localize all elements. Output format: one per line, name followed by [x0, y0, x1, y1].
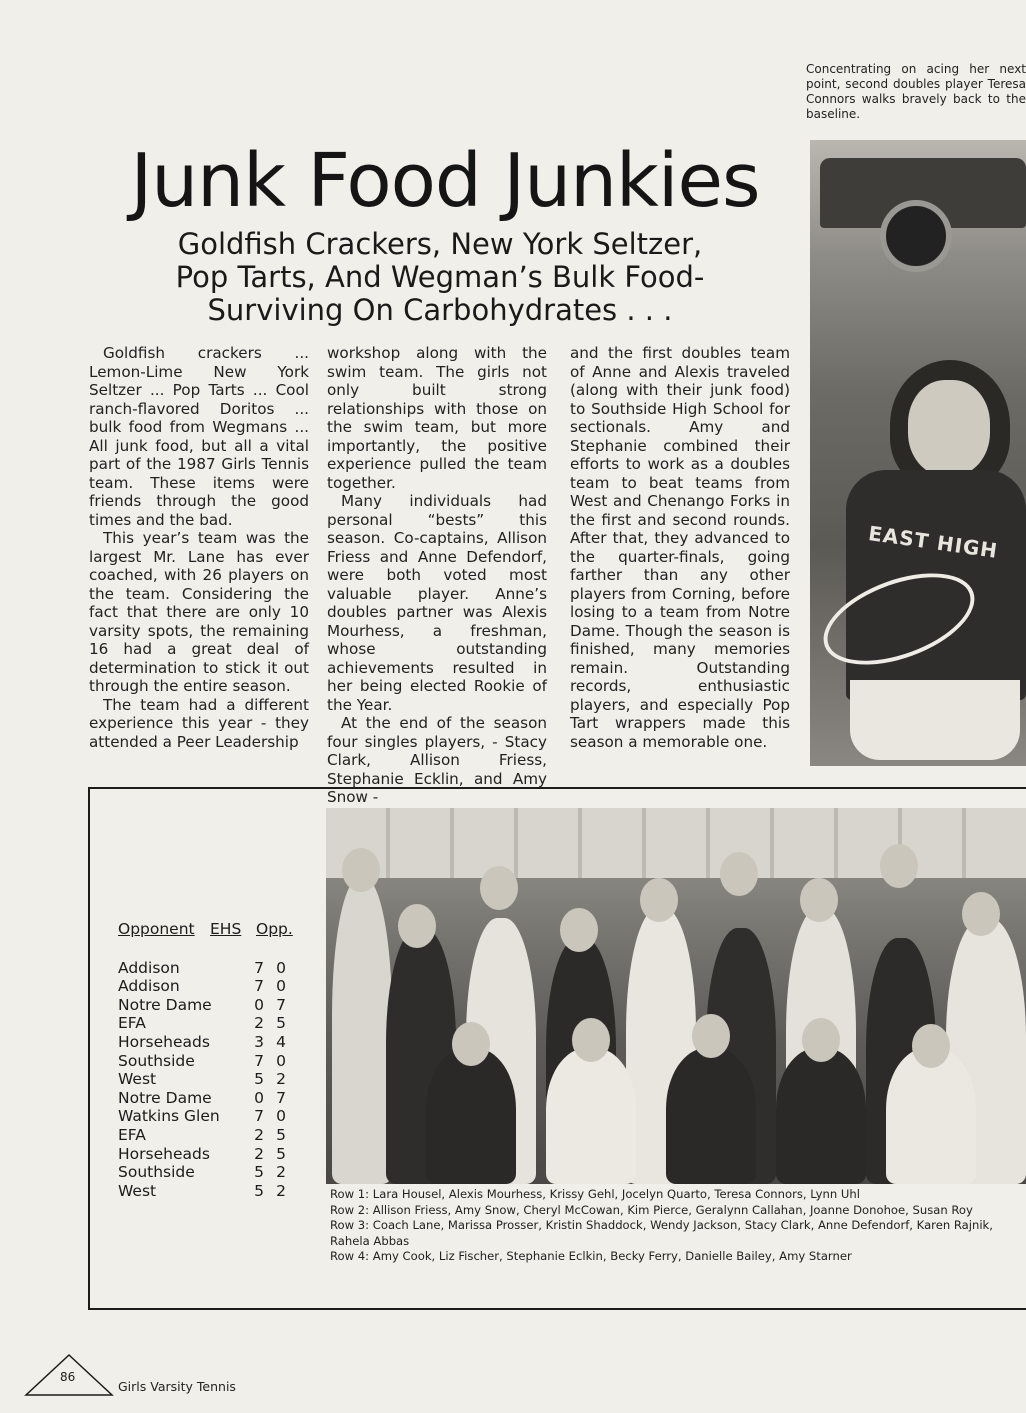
article-column-2	[327, 344, 547, 807]
table-row	[118, 1163, 308, 1182]
player-skirt	[850, 680, 1020, 760]
head	[640, 878, 678, 922]
opponent: Horseheads	[118, 1144, 210, 1163]
opponent: Horseheads	[118, 1032, 210, 1051]
header-opponent: Opponent	[118, 920, 195, 938]
car-wheel	[880, 200, 952, 272]
opp-score: 7	[276, 995, 286, 1014]
scores-table	[118, 920, 308, 1200]
coach-figure	[332, 878, 392, 1184]
opponent: Addison	[118, 977, 180, 996]
sweatshirt-logo: EAST HIGH	[866, 521, 1000, 563]
opp-score: 2	[276, 1070, 286, 1089]
paragraph: and the first doubles team of Anne and Alexis traveled (along with their junk food) to Southside High School for sectionals. Amy and Stephanie combined their efforts to work as a doubles team to beat teams from West and Chenango Forks in the first and second rounds. After that, they advanced to the quarter-finals, going farther than any other players from Corning, before losing to a team from Notre Dame. Though the season is finished, many memories remain. Outstanding records, enthusiastic players, and especially Pop Tart wrappers made this season a memorable one.	[570, 344, 790, 751]
paragraph: Many individuals had personal “bests” this season. Co-captains, Allison Friess and Anne Defendorf, were both voted most valuable player. Anne’s doubles partner was Alexis Mourhess, a freshman, whose outstanding achievements resulted in her being elected Rookie of the Year.	[327, 492, 547, 714]
opp-score: 0	[276, 977, 286, 996]
opponent: Notre Dame	[118, 1088, 212, 1107]
opp-score: 5	[276, 1125, 286, 1144]
ehs-score: 3	[254, 1032, 264, 1051]
table-row	[118, 1089, 308, 1108]
table-row	[118, 959, 308, 978]
opp-score: 0	[276, 1051, 286, 1070]
article-column-1	[89, 344, 309, 751]
table-row	[118, 1052, 308, 1071]
ehs-score: 0	[254, 1088, 264, 1107]
table-row	[118, 1107, 308, 1126]
head	[912, 1024, 950, 1068]
paragraph: Goldfish crackers ... Lemon-Lime New York Seltzer ... Pop Tarts ... Cool ranch-flavored Doritos ... bulk food from Wegmans ... All junk food, but all a vital part of the 1987 Girls Tennis team. These items were friends through the good times and the bad.	[89, 344, 309, 529]
player-figure	[776, 1048, 866, 1184]
ehs-score: 5	[254, 1181, 264, 1200]
article-column-3	[570, 344, 790, 751]
caption-row-1: Row 1: Lara Housel, Alexis Mourhess, Krissy Gehl, Jocelyn Quarto, Teresa Connors, Lynn Uhl	[330, 1187, 860, 1201]
header-ehs: EHS	[210, 920, 242, 938]
table-row	[118, 1126, 308, 1145]
opponent: Addison	[118, 958, 180, 977]
head	[800, 878, 838, 922]
table-row	[118, 996, 308, 1015]
table-row	[118, 1033, 308, 1052]
paragraph: workshop along with the swim team. The girls not only built strong relationships with those on the swim team, but more importantly, the positive experience pulled the team together.	[327, 344, 547, 492]
head	[398, 904, 436, 948]
table-row	[118, 1014, 308, 1033]
headline: Junk Food Junkies	[130, 138, 760, 224]
player-figure	[426, 1048, 516, 1184]
head	[692, 1014, 730, 1058]
ehs-score: 0	[254, 995, 264, 1014]
player-figure	[886, 1048, 976, 1184]
team-photo-caption	[330, 1187, 1026, 1265]
caption-row-4: Row 4: Amy Cook, Liz Fischer, Stephanie Eclkin, Becky Ferry, Danielle Bailey, Amy Starner	[330, 1249, 852, 1263]
table-row	[118, 1145, 308, 1164]
opponent: Notre Dame	[118, 995, 212, 1014]
player-face	[908, 380, 990, 476]
head	[802, 1018, 840, 1062]
caption-row-2: Row 2: Allison Friess, Amy Snow, Cheryl McCowan, Kim Pierce, Geralynn Callahan, Joanne Donohoe, Susan Roy	[330, 1202, 973, 1217]
ehs-score: 5	[254, 1070, 264, 1089]
ehs-score: 7	[254, 958, 264, 977]
page-number: 86	[60, 1370, 76, 1384]
scores-header	[118, 920, 308, 939]
opp-score: 4	[276, 1032, 286, 1051]
opponent: EFA	[118, 1125, 146, 1144]
header-opp: Opp.	[256, 920, 293, 938]
ehs-score: 7	[254, 977, 264, 996]
paragraph: At the end of the season four singles players, - Stacy Clark, Allison Friess, Stephanie Ecklin, and Amy Snow -	[327, 714, 547, 806]
ehs-score: 7	[254, 1051, 264, 1070]
section-title: Girls Varsity Tennis	[118, 1379, 236, 1394]
ehs-score: 7	[254, 1107, 264, 1126]
ehs-score: 2	[254, 1144, 264, 1163]
head	[452, 1022, 490, 1066]
table-row	[118, 977, 308, 996]
opp-score: 5	[276, 1014, 286, 1033]
player-figure	[546, 1048, 636, 1184]
head	[962, 892, 1000, 936]
head	[342, 848, 380, 892]
opp-score: 0	[276, 958, 286, 977]
opponent: Watkins Glen	[118, 1107, 220, 1126]
opponent: Southside	[118, 1051, 195, 1070]
opp-score: 2	[276, 1163, 286, 1182]
opp-score: 0	[276, 1107, 286, 1126]
tennis-player-photo	[810, 140, 1026, 766]
head	[560, 908, 598, 952]
opponent: EFA	[118, 1014, 146, 1033]
photo-background-wall	[326, 808, 1026, 878]
head	[572, 1018, 610, 1062]
team-photo	[326, 808, 1026, 1184]
opp-score: 7	[276, 1088, 286, 1107]
opp-score: 2	[276, 1181, 286, 1200]
head	[720, 852, 758, 896]
caption-row-3-cont: Rahela Abbas	[330, 1233, 410, 1248]
caption-row-3: Row 3: Coach Lane, Marissa Prosser, Kristin Shaddock, Wendy Jackson, Stacy Clark, Anne Defendorf, Karen Rajnik,	[330, 1218, 993, 1232]
table-row	[118, 1182, 308, 1201]
ehs-score: 2	[254, 1014, 264, 1033]
table-row	[118, 1070, 308, 1089]
head	[880, 844, 918, 888]
head	[480, 866, 518, 910]
subheadline-line-3: Surviving On Carbohydrates . . .	[207, 293, 673, 327]
paragraph: This year’s team was the largest Mr. Lane has ever coached, with 26 players on the team. Considering the fact that there are only 10 varsity spots, the remaining 16 had a great deal of determination to stick it out through the entire season.	[89, 529, 309, 695]
ehs-score: 5	[254, 1163, 264, 1182]
player-figure	[666, 1048, 756, 1184]
subheadline-line-1: Goldfish Crackers, New York Seltzer,	[177, 227, 703, 261]
opp-score: 5	[276, 1144, 286, 1163]
photo-caption-top: Concentrating on acing her next point, second doubles player Teresa Connors walks bravely back to the baseline.	[806, 62, 1026, 121]
opponent: Southside	[118, 1163, 195, 1182]
subheadline	[150, 228, 730, 327]
opponent: West	[118, 1181, 157, 1200]
ehs-score: 2	[254, 1125, 264, 1144]
paragraph: The team had a different experience this year - they attended a Peer Leadership	[89, 695, 309, 751]
opponent: West	[118, 1070, 157, 1089]
subheadline-line-2: Pop Tarts, And Wegman’s Bulk Food-	[175, 260, 705, 294]
